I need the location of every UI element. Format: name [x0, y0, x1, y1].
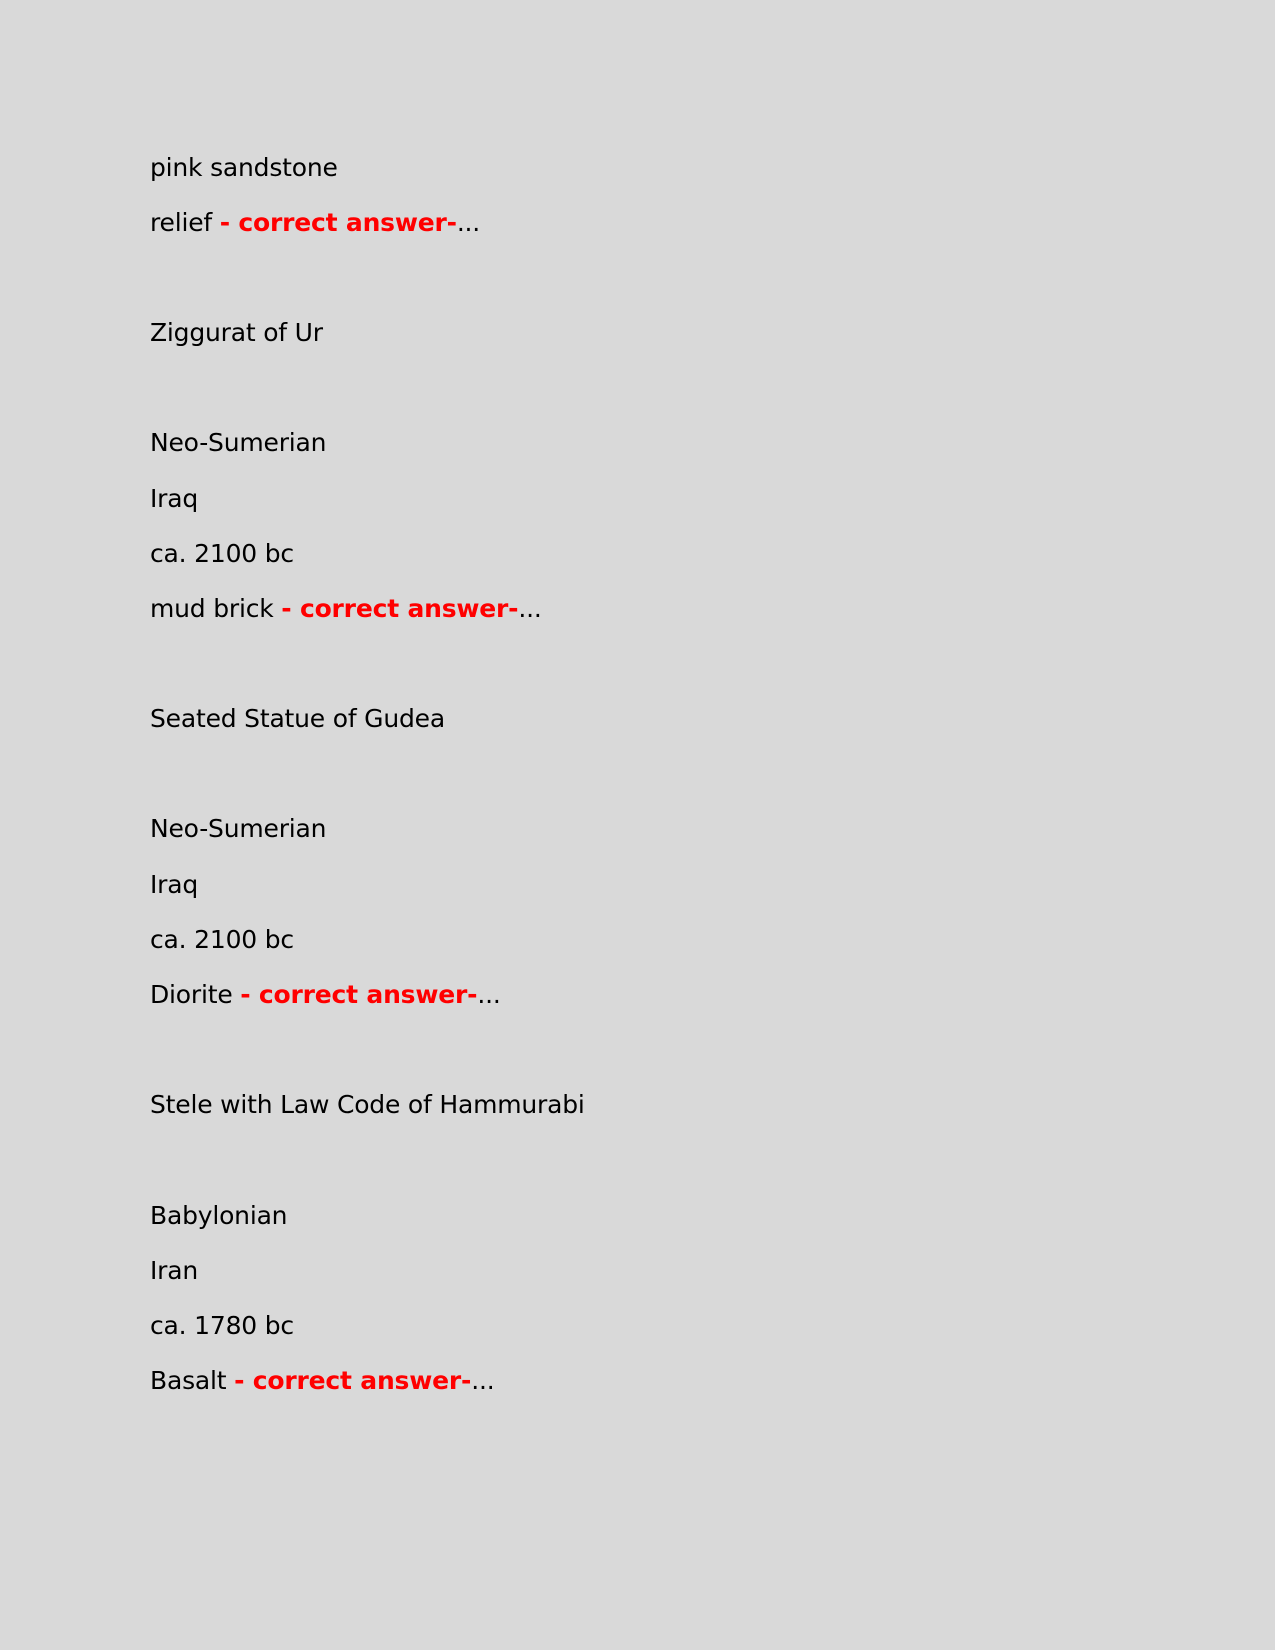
ellipsis: ...: [477, 980, 501, 1009]
line-text: Neo-Sumerian: [150, 428, 327, 457]
line-text: ca. 2100 bc: [150, 539, 294, 568]
artwork-title: [150, 317, 323, 349]
line-text: pink sandstone: [150, 153, 338, 182]
text-line: [150, 427, 326, 459]
answer-line: [150, 593, 542, 625]
correct-answer-marker: - correct answer-: [234, 1366, 472, 1395]
line-text: Basalt: [150, 1366, 227, 1395]
line-text: Neo-Sumerian: [150, 814, 327, 843]
line-text: Babylonian: [150, 1201, 288, 1230]
text-line: [150, 483, 198, 515]
artwork-title: [150, 1089, 585, 1121]
text-line: [150, 1310, 294, 1342]
line-text: Ziggurat of Ur: [150, 318, 323, 347]
line-text: relief: [150, 208, 212, 237]
line-text: ca. 2100 bc: [150, 925, 294, 954]
line-text: ca. 1780 bc: [150, 1311, 294, 1340]
text-line: [150, 1200, 287, 1232]
text-line: [150, 924, 294, 956]
line-text: Diorite: [150, 980, 233, 1009]
answer-line: [150, 207, 480, 239]
text-line: [150, 1255, 198, 1287]
line-text: Seated Statue of Gudea: [150, 704, 445, 733]
line-text: Iraq: [150, 484, 199, 513]
ellipsis: ...: [471, 1366, 495, 1395]
artwork-title: [150, 703, 445, 735]
answer-line: [150, 979, 501, 1011]
text-line: [150, 152, 338, 184]
correct-answer-marker: - correct answer-: [281, 594, 519, 623]
line-text: Iraq: [150, 870, 199, 899]
text-line: [150, 869, 198, 901]
text-line: [150, 813, 326, 845]
text-line: [150, 538, 294, 570]
ellipsis: ...: [456, 208, 481, 237]
line-text: Stele with Law Code of Hammurabi: [150, 1090, 585, 1119]
correct-answer-marker: - correct answer-: [240, 980, 478, 1009]
line-text: Iran: [150, 1256, 199, 1285]
correct-answer-marker: - correct answer-: [219, 208, 457, 237]
ellipsis: ...: [518, 594, 542, 623]
answer-line: [150, 1365, 494, 1397]
line-text: mud brick: [150, 594, 274, 623]
